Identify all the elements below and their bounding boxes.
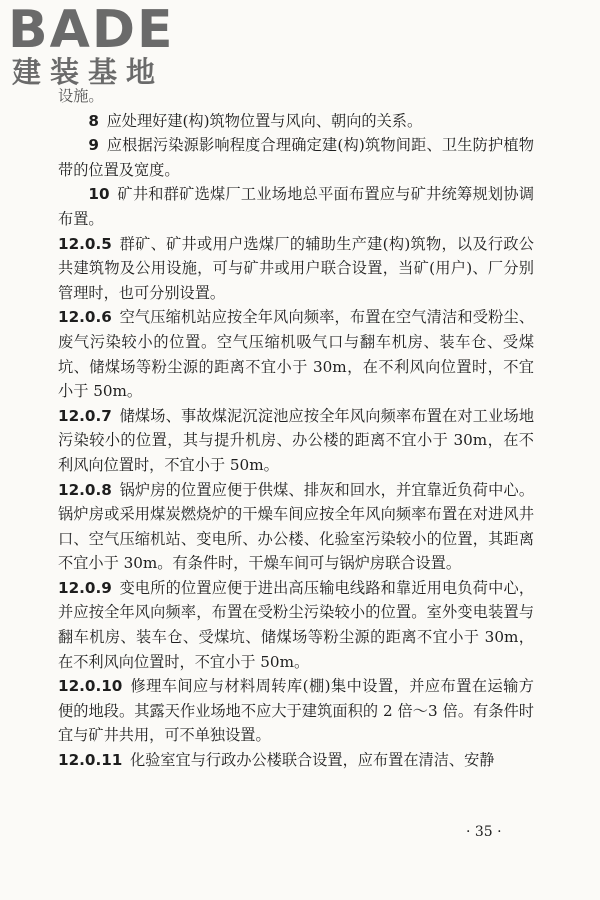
- logo-wordmark: BADE: [8, 0, 175, 60]
- clause-number: 12.0.8: [58, 480, 112, 499]
- logo: [8, 2, 178, 92]
- clause-12-0-11: [58, 748, 534, 773]
- list-item: [58, 133, 534, 182]
- item-text: 应处理好建(构)筑物位置与风向、朝向的关系。: [106, 111, 423, 130]
- list-item: [58, 109, 534, 134]
- clause-text: 群矿、矿井或用户选煤厂的辅助生产建(构)筑物，以及行政公共建筑物及公用设施，可与矿井或用户联合设置，当矿(用户)、厂分别管理时，也可分别设置。: [58, 234, 534, 302]
- item-number: 8: [88, 111, 99, 130]
- item-text: 矿井和群矿选煤厂工业场地总平面布置应与矿井统筹规划协调布置。: [58, 185, 534, 228]
- clause-text: 化验室宜与行政办公楼联合设置，应布置在清洁、安静: [129, 751, 495, 770]
- page-number: · 35 ·: [466, 824, 502, 840]
- clause-number: 12.0.6: [58, 308, 112, 327]
- clause-12-0-6: [58, 305, 534, 403]
- document-body: [58, 84, 534, 773]
- clause-text: 储煤场、事故煤泥沉淀池应按全年风向频率布置在对工业场地污染较小的位置，其与提升机房、办公楼的距离不宜小于 30m，在不利风向位置时，不宜小于 50m。: [58, 406, 534, 474]
- clause-number: 12.0.5: [58, 234, 112, 253]
- clause-text: 空气压缩机站应按全年风向频率，布置在空气清洁和受粉尘、废气污染较小的位置。空气压缩机吸气口与翻车机房、装车仓、受煤坑、储煤场等粉尘源的距离不宜小于 30m，在不利风向位置时，不宜小于 50m。: [58, 308, 534, 401]
- clause-12-0-10: [58, 674, 534, 748]
- clause-12-0-9: [58, 576, 534, 674]
- item-text: 应根据污染源影响程度合理确定建(构)筑物间距、卫生防护植物带的位置及宽度。: [58, 136, 534, 179]
- clause-12-0-8: [58, 478, 534, 576]
- clause-text: 修理车间应与材料周转库(棚)集中设置，并应布置在运输方便的地段。其露天作业场地不应大于建筑面积的 2 倍～3 倍。有条件时宜与矿井共用，可不单独设置。: [58, 677, 534, 745]
- clause-12-0-7: [58, 404, 534, 478]
- clause-12-0-5: [58, 232, 534, 306]
- item-number: 9: [88, 136, 99, 155]
- clause-number: 12.0.7: [58, 406, 112, 425]
- item-number: 10: [88, 185, 110, 204]
- continuation-text: 设施。: [58, 87, 104, 105]
- clause-number: 12.0.9: [58, 578, 112, 597]
- clause-text: 锅炉房的位置应便于供煤、排灰和回水，并宜靠近负荷中心。锅炉房或采用煤炭燃烧炉的干燥车间应按全年风向频率布置在对进风井口、空气压缩机站、变电所、办公楼、化验室污染较小的位置，其距离不宜小于 30m。有条件时，干燥车间可与锅炉房联合设置。: [58, 480, 534, 573]
- clause-text: 变电所的位置应便于进出高压输电线路和靠近用电负荷中心，并应按全年风向频率，布置在受粉尘污染较小的位置。室外变电装置与翻车机房、装车仓、受煤坑、储煤场等粉尘源的距离不宜小于 30m，在不利风向位置时，不宜小于 50m。: [58, 578, 534, 671]
- clause-number: 12.0.11: [58, 751, 123, 770]
- logo-subtitle: 建装基地: [12, 55, 165, 89]
- clause-number: 12.0.10: [58, 677, 123, 696]
- list-item: [58, 182, 534, 231]
